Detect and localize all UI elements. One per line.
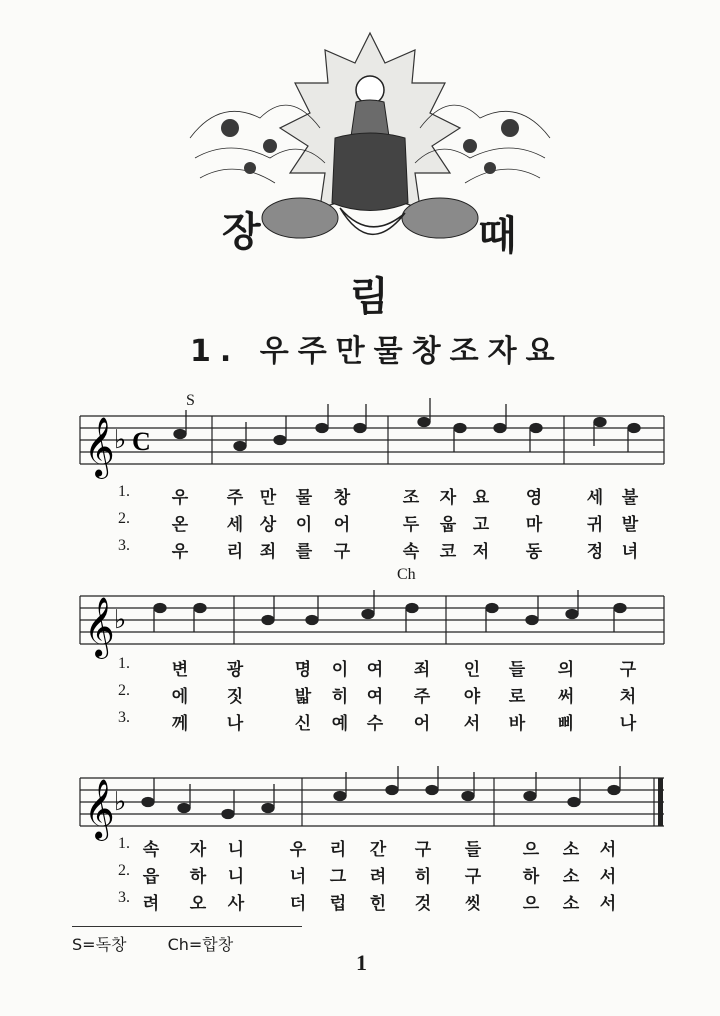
treble-clef-icon: 𝄞: [84, 597, 115, 657]
lyric-syllable: 들: [508, 660, 526, 680]
lyric-line: [118, 889, 678, 916]
footnote-divider: [72, 926, 302, 927]
lyric-syllable: 명: [294, 660, 312, 680]
lyric-line: [118, 655, 678, 682]
lyric-syllable: 세: [226, 515, 244, 535]
lyric-syllable: 서: [599, 867, 617, 887]
hymn-title: 1. 우주만물창조자요: [190, 334, 564, 369]
lyric-syllable: 속: [142, 840, 160, 860]
common-time-icon: C: [132, 427, 151, 456]
verse-number: 2.: [118, 862, 130, 879]
treble-clef-icon: 𝄞: [84, 779, 115, 839]
lyric-syllable: 처: [619, 687, 637, 707]
lyric-syllable: 요: [472, 488, 490, 508]
lyrics-block-3: [118, 835, 678, 916]
lyric-syllable: 밟: [294, 687, 312, 707]
verse-number: 2.: [118, 682, 130, 699]
lyric-syllable: 주: [413, 687, 431, 707]
lyric-syllable: 소: [562, 894, 580, 914]
treble-clef-icon: 𝄞: [84, 417, 115, 477]
lyric-syllable: 상: [259, 515, 277, 535]
lyric-syllable: 코: [439, 542, 457, 562]
lyric-syllable: 발: [621, 515, 639, 535]
lyric-syllable: 여: [366, 687, 384, 707]
lyric-syllable: 마: [525, 515, 543, 535]
lyric-line: [118, 835, 678, 862]
lyric-syllable: 자: [439, 488, 457, 508]
lyric-syllable: 죄: [259, 542, 277, 562]
footnote-solo: S=독창: [72, 935, 127, 954]
lyric-syllable: 간: [369, 840, 387, 860]
lyric-syllable: 여: [366, 660, 384, 680]
lyric-syllable: 죄: [413, 660, 431, 680]
lyric-syllable: 야: [463, 687, 481, 707]
lyric-syllable: 만: [259, 488, 277, 508]
title-bottom-char: 림: [350, 274, 389, 320]
verse-number: 2.: [118, 510, 130, 527]
lyric-syllable: 힌: [369, 894, 387, 914]
lyric-syllable: 주: [226, 488, 244, 508]
lyric-syllable: 이: [295, 515, 313, 535]
flat-icon: ♭: [114, 605, 127, 635]
lyric-syllable: 수: [366, 714, 384, 734]
lyric-syllable: 히: [331, 687, 349, 707]
lyric-line: [118, 862, 678, 889]
lyric-syllable: 어: [413, 714, 431, 734]
lyric-syllable: 써: [557, 687, 575, 707]
lyric-syllable: 니: [227, 840, 245, 860]
verse-number: 3.: [118, 889, 130, 906]
lyric-syllable: 하: [189, 867, 207, 887]
lyric-syllable: 자: [189, 840, 207, 860]
solo-mark: S: [186, 392, 195, 409]
lyric-syllable: 창: [333, 488, 351, 508]
lyric-syllable: 귀: [586, 515, 604, 535]
lyric-syllable: 영: [525, 488, 543, 508]
title-right-char: 때: [478, 213, 517, 259]
lyrics-block-1: [118, 483, 678, 564]
lyric-syllable: 럽: [329, 894, 347, 914]
lyric-syllable: 으: [522, 840, 540, 860]
lyric-syllable: 구: [464, 867, 482, 887]
lyric-syllable: 이: [331, 660, 349, 680]
lyric-syllable: 온: [171, 515, 189, 535]
lyric-syllable: 서: [599, 840, 617, 860]
verse-number: 3.: [118, 709, 130, 726]
lyric-syllable: 동: [525, 542, 543, 562]
lyric-syllable: 히: [414, 867, 432, 887]
lyric-syllable: 하: [522, 867, 540, 887]
lyric-syllable: 읍: [142, 867, 160, 887]
lyric-syllable: 오: [189, 894, 207, 914]
lyric-syllable: 사: [227, 894, 245, 914]
chorus-mark: Ch: [397, 566, 416, 583]
lyrics-block-2: [118, 655, 678, 736]
flat-icon: ♭: [114, 425, 127, 455]
lyric-line: [118, 682, 678, 709]
lyric-syllable: 니: [227, 867, 245, 887]
flat-icon: ♭: [114, 787, 127, 817]
lyric-syllable: 에: [171, 687, 189, 707]
lyric-syllable: 삐: [557, 714, 575, 734]
lyric-syllable: 조: [402, 488, 420, 508]
lyric-syllable: 불: [621, 488, 639, 508]
lyric-syllable: 께: [171, 714, 189, 734]
lyric-syllable: 광: [226, 660, 244, 680]
lyric-syllable: 소: [562, 867, 580, 887]
verse-number: 3.: [118, 537, 130, 554]
lyric-syllable: 를: [295, 542, 313, 562]
verse-number: 1.: [118, 483, 130, 500]
lyric-line: [118, 483, 678, 510]
lyric-syllable: 것: [414, 894, 432, 914]
lyric-syllable: 우: [289, 840, 307, 860]
lyric-syllable: 변: [171, 660, 189, 680]
lyric-syllable: 그: [329, 867, 347, 887]
lyric-syllable: 려: [369, 867, 387, 887]
lyric-syllable: 세: [586, 488, 604, 508]
lyric-syllable: 바: [508, 714, 526, 734]
lyric-syllable: 예: [331, 714, 349, 734]
lyric-syllable: 고: [472, 515, 490, 535]
lyric-syllable: 우: [171, 488, 189, 508]
page-number: 1: [356, 950, 367, 975]
lyric-syllable: 구: [414, 840, 432, 860]
footnote-chorus: Ch=합창: [167, 935, 234, 954]
lyric-syllable: 리: [226, 542, 244, 562]
lyric-syllable: 신: [294, 714, 312, 734]
lyric-syllable: 더: [289, 894, 307, 914]
lyric-line: [118, 537, 678, 564]
lyric-syllable: 짓: [226, 687, 244, 707]
lyric-syllable: 어: [333, 515, 351, 535]
lyric-syllable: 너: [289, 867, 307, 887]
lyric-syllable: 리: [329, 840, 347, 860]
lyric-syllable: 우: [171, 542, 189, 562]
lyric-syllable: 두: [402, 515, 420, 535]
music-staff-2: [0, 586, 720, 666]
lyric-syllable: 들: [464, 840, 482, 860]
verse-number: 1.: [118, 835, 130, 852]
title-left-char: 장: [222, 209, 261, 255]
lyric-syllable: 로: [508, 687, 526, 707]
lyric-syllable: 정: [586, 542, 604, 562]
lyric-syllable: 서: [463, 714, 481, 734]
music-staff-1: [0, 402, 720, 482]
lyric-syllable: 의: [557, 660, 575, 680]
lyric-line: [118, 510, 678, 537]
verse-number: 1.: [118, 655, 130, 672]
lyric-syllable: 으: [522, 894, 540, 914]
lyric-syllable: 속: [402, 542, 420, 562]
lyric-line: [118, 709, 678, 736]
lyric-syllable: 구: [333, 542, 351, 562]
lyric-syllable: 인: [463, 660, 481, 680]
lyric-syllable: 구: [619, 660, 637, 680]
lyric-syllable: 씻: [464, 894, 482, 914]
lyric-syllable: 녀: [621, 542, 639, 562]
lyric-syllable: 저: [472, 542, 490, 562]
lyric-syllable: 웁: [439, 515, 457, 535]
lyric-syllable: 물: [295, 488, 313, 508]
lyric-syllable: 려: [142, 894, 160, 914]
lyric-syllable: 소: [562, 840, 580, 860]
lyric-syllable: 서: [599, 894, 617, 914]
footnote: [72, 932, 269, 955]
lyric-syllable: 나: [226, 714, 244, 734]
lyric-syllable: 나: [619, 714, 637, 734]
